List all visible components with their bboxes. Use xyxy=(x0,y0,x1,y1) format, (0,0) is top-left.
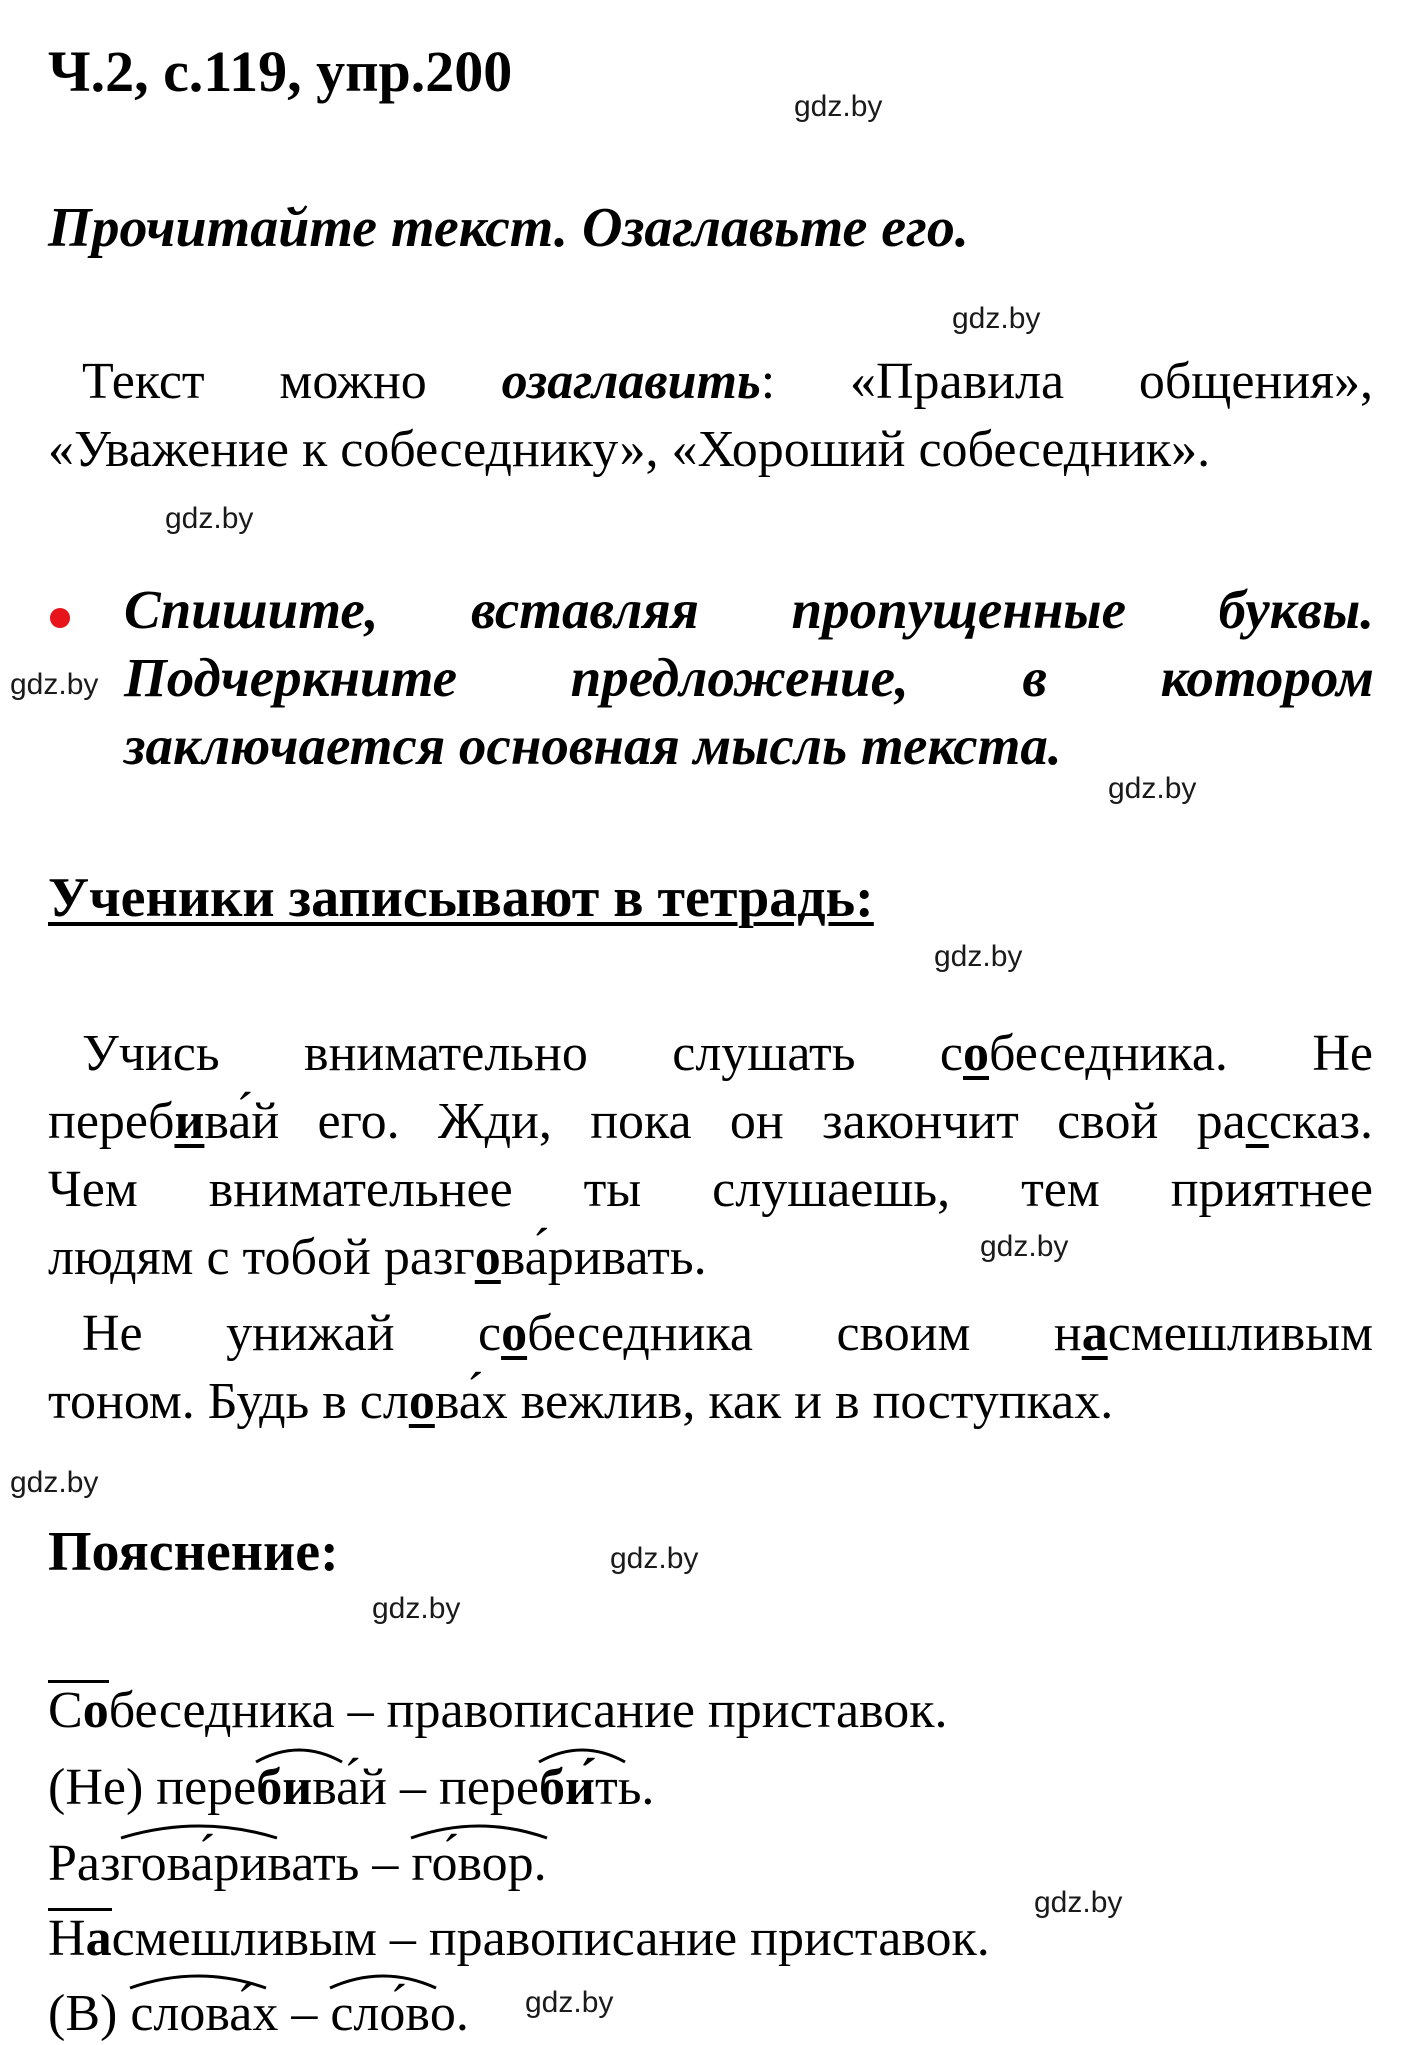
watermark: gdz.by xyxy=(980,1230,1069,1263)
explanation-line-4: Насмешливым – правописание приставок. xyxy=(48,1910,990,1967)
watermark: gdz.by xyxy=(10,1466,99,1499)
watermark: gdz.by xyxy=(372,1592,461,1625)
watermark: gdz.by xyxy=(1108,772,1197,805)
watermark: gdz.by xyxy=(952,302,1041,335)
text-line: перебива́й его. Жди, пока он закончит свой рассказ. xyxy=(48,1093,1373,1150)
explanation-line-3: Раз гова́ривать – го́вор. xyxy=(48,1834,547,1893)
root-mark: би́ xyxy=(539,1758,595,1817)
section-heading: Ученики записывают в тетрадь: xyxy=(48,867,874,929)
explanation-line-1: Собеседника – правописание приставок. xyxy=(48,1682,948,1739)
watermark: gdz.by xyxy=(934,940,1023,973)
root-arc-icon xyxy=(537,1744,627,1764)
root-mark: слова́ xyxy=(130,1984,252,2043)
task-instruction-2 xyxy=(124,576,1374,780)
prefix-mark: На xyxy=(48,1910,112,1967)
answer-line-2: «Уважение к собеседнику», «Хороший собеседник». xyxy=(48,421,1211,478)
text-line: Не унижай собеседника своим насмешливым xyxy=(82,1305,1373,1362)
root-arc-icon xyxy=(328,1970,438,1990)
task2-line-3: заключается основная мысль текста. xyxy=(124,715,1062,776)
task2-line-2: Подчеркните предложение, в котором xyxy=(124,647,1374,708)
root-arc-icon xyxy=(119,1820,279,1840)
answer-line-1: Текст можно озаглавить: «Правила общения», xyxy=(82,353,1373,410)
answer-paragraph xyxy=(48,348,1373,484)
explanation-title: Пояснение: xyxy=(48,1521,339,1583)
page-title: Ч.2, с.119, упр.200 xyxy=(48,39,513,104)
watermark: gdz.by xyxy=(610,1542,699,1575)
task-instruction-1: Прочитайте текст. Озаглавьте его. xyxy=(48,197,969,259)
prefix-mark: Со xyxy=(48,1682,109,1739)
root-mark: гова́р xyxy=(121,1834,240,1893)
root-mark: го́вор xyxy=(411,1834,533,1893)
text-line: тоном. Будь в слова́х вежлив, как и в поступках. xyxy=(48,1373,1114,1430)
text-line: Учись внимательно слушать собеседника. Не xyxy=(82,1025,1373,1082)
watermark: gdz.by xyxy=(165,502,254,535)
watermark: gdz.by xyxy=(10,668,99,701)
watermark: gdz.by xyxy=(525,1986,614,2019)
watermark: gdz.by xyxy=(794,90,883,123)
watermark: gdz.by xyxy=(1034,1886,1123,1919)
explanation-line-5: (В) слова́х – сло́во. xyxy=(48,1984,469,2043)
root-mark: би xyxy=(256,1758,312,1817)
explanation-line-2: (Не) пере бива́й – пере би́ть. xyxy=(48,1758,654,1817)
text-line: Чем внимательнее ты слушаешь, тем приятнее xyxy=(48,1161,1373,1218)
root-arc-icon xyxy=(128,1970,268,1990)
root-arc-icon xyxy=(254,1744,344,1764)
bullet-icon xyxy=(50,608,70,628)
copied-text-paragraph-2 xyxy=(48,1300,1373,1436)
root-arc-icon xyxy=(409,1820,549,1840)
task2-line-1: Спишите, вставляя пропущенные буквы. xyxy=(124,579,1374,640)
root-mark: сло́в xyxy=(330,1984,430,2043)
text-line: людям с тобой разгова́ривать. xyxy=(48,1229,707,1286)
copied-text-paragraph-1 xyxy=(48,1020,1373,1292)
